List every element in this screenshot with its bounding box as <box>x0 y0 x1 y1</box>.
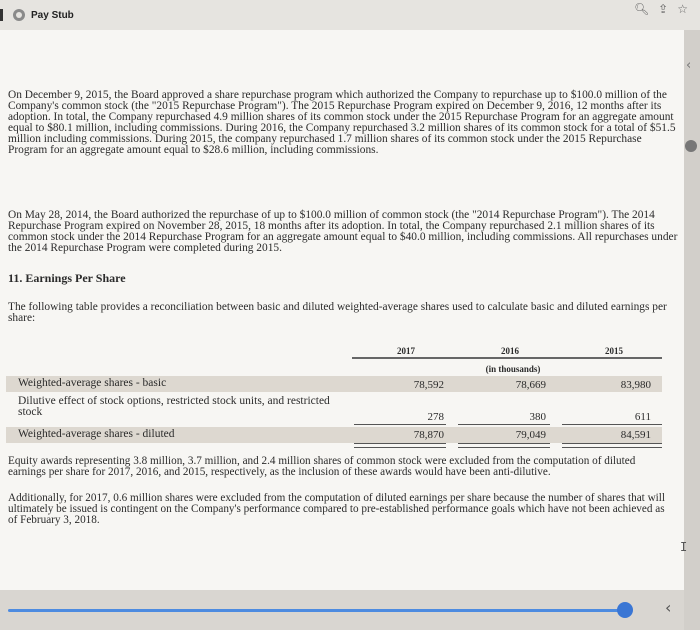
eye-icon[interactable] <box>685 140 697 152</box>
chevron-left-icon[interactable]: ‹ <box>665 598 672 617</box>
section-heading: 11. Earnings Per Share <box>8 271 126 285</box>
share-icon[interactable]: ⇪ <box>658 2 669 16</box>
paragraph-anti-dilutive: Equity awards representing 3.8 million, 3.7 million, and 2.4 million shares of common stock were excluded from the computation of diluted earnings per share for 2017, 2016, and 2015, respectively, as the inclusion of these awards would have been anti-dilutive. <box>8 455 636 478</box>
browser-top-bar <box>0 0 700 30</box>
subtotal-rule-2015 <box>562 424 662 425</box>
cell-dilutive-2016: 380 <box>529 411 546 423</box>
subtotal-rule-2016 <box>458 424 550 425</box>
cell-basic-2015: 83,980 <box>620 379 651 391</box>
cell-diluted-2017: 78,870 <box>413 429 444 441</box>
cell-basic-2017: 78,592 <box>413 379 444 391</box>
column-header-2016: 2016 <box>501 346 519 356</box>
cell-diluted-2015: 84,591 <box>620 429 651 441</box>
column-header-2017: 2017 <box>397 346 415 356</box>
cell-basic-2016: 78,669 <box>515 379 546 391</box>
scroll-slider-track[interactable] <box>8 609 626 612</box>
table-header-rule <box>352 357 662 359</box>
paragraph-contingent-shares: Additionally, for 2017, 0.6 million shares were excluded from the computation of diluted earnings per share because the number of shares that will ultimately be issued is contingent on the Company's performance compared to pre-established performance goals which have not been achieved as of February 3, 2018. <box>8 492 665 526</box>
tab-title: Pay Stub <box>31 9 74 21</box>
text-cursor-icon: I <box>680 540 688 554</box>
search-icon[interactable]: 🔍︎ <box>633 2 650 16</box>
cell-dilutive-2015: 611 <box>634 411 651 423</box>
column-header-2015: 2015 <box>605 346 623 356</box>
total-rule-2016 <box>458 443 550 448</box>
tab-indicator <box>0 9 3 21</box>
subtotal-rule-2017 <box>354 424 446 425</box>
cell-diluted-2016: 79,049 <box>515 429 546 441</box>
total-rule-2015 <box>562 443 662 448</box>
paragraph-2015-repurchase: On December 9, 2015, the Board approved a share repurchase program which authorized the Company to repurchase up to $100.0 million of the Company's common stock (the "2015 Repurchase Program"). The 2015 Repurchase Program expired on December 9, 2016, 12 months after its adoption. In total, the Company repurchased 4.9 million shares of its common stock under the 2015 Repurchase Program for an aggregate amount equal to $80.1 million, including commissions. During 2016, the Company repurchased 3.2 million shares of its common stock for a total of $51.5 million including commissions. During 2015, the company repurchased 1.7 million shares of its common stock under the 2015 Repurchase Program for an aggregate amount equal to $28.6 million, including commissions. <box>8 89 676 156</box>
paragraph-2014-repurchase: On May 28, 2014, the Board authorized the repurchase of up to $100.0 million of common stock (the "2014 Repurchase Program"). The 2014 Repurchase Program expired on November 28, 2015, 18 months after its adoption. In total, the Company repurchased 2.1 million shares of its common stock under the 2014 Repurchase Program for an aggregate amount equal to $40.0 million, including commissions. All repurchases under the 2014 Repurchase Program were completed during 2015. <box>8 209 678 254</box>
total-rule-2017 <box>354 443 446 448</box>
star-icon[interactable]: ☆ <box>677 2 688 16</box>
cell-dilutive-2017: 278 <box>427 411 444 423</box>
tab-pay-stub[interactable] <box>13 6 74 24</box>
table-units-label: (in thousands) <box>485 364 541 374</box>
paragraph-table-intro: The following table provides a reconciliation between basic and diluted weighted-average shares used to calculate basic and diluted earnings per share: <box>8 301 667 324</box>
chevron-left-icon[interactable]: ‹ <box>686 58 692 73</box>
scroll-slider-thumb[interactable] <box>617 602 633 618</box>
row-label-basic: Weighted-average shares - basic <box>18 377 167 389</box>
tab-favicon-icon <box>13 9 25 21</box>
row-label-diluted: Weighted-average shares - diluted <box>18 428 175 440</box>
row-label-dilutive: Dilutive effect of stock options, restricted stock units, and restricted stock <box>18 395 330 418</box>
toolbar-icons <box>634 2 688 16</box>
